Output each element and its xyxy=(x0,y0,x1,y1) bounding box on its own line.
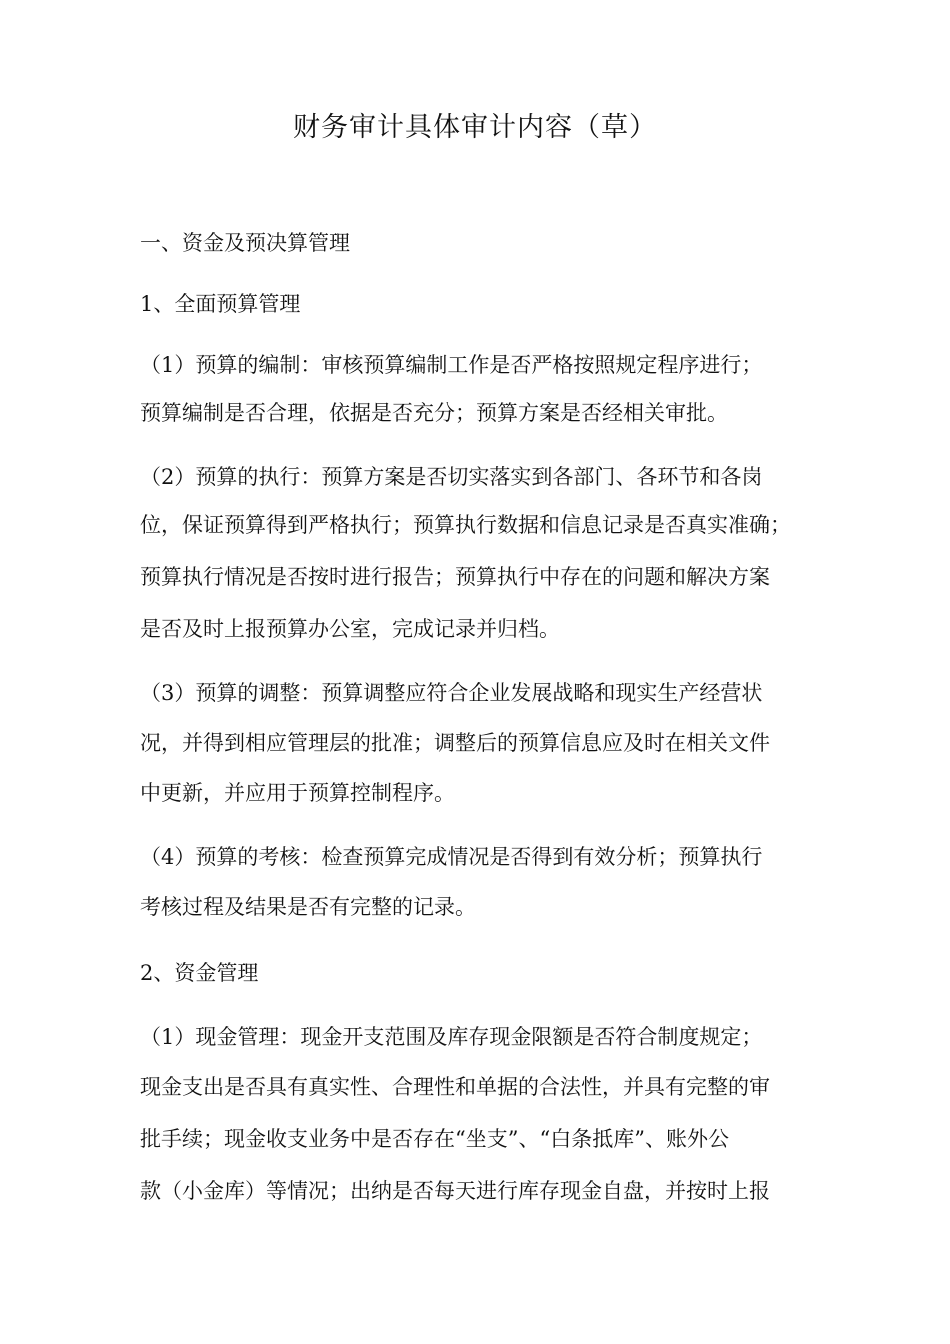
paragraph-line: （1）预算的编制：审核预算编制工作是否严格按照规定程序进行； xyxy=(140,353,763,377)
paragraph-line: 现金支出是否具有真实性、合理性和单据的合法性，并具有完整的审 xyxy=(140,1075,770,1099)
paragraph-line: （4）预算的考核：检查预算完成情况是否得到有效分析；预算执行 xyxy=(140,845,763,869)
paragraph-line: 考核过程及结果是否有完整的记录。 xyxy=(140,895,476,919)
document-title: 财务审计具体审计内容（草） xyxy=(293,112,657,143)
paragraph-line: （1）现金管理：现金开支范围及库存现金限额是否符合制度规定； xyxy=(140,1025,763,1049)
paragraph-line: 批手续；现金收支业务中是否存在“坐支”、“白条抵库”、账外公 xyxy=(140,1127,729,1151)
paragraph-line: （2）预算的执行：预算方案是否切实落实到各部门、各环节和各岗 xyxy=(140,465,763,489)
subsection-heading-1: 1、全面预算管理 xyxy=(140,292,301,316)
subsection-heading-2: 2、资金管理 xyxy=(140,961,259,985)
paragraph-line: （3）预算的调整：预算调整应符合企业发展战略和现实生产经营状 xyxy=(140,681,763,705)
paragraph-line: 是否及时上报预算办公室，完成记录并归档。 xyxy=(140,617,560,641)
paragraph-line: 预算执行情况是否按时进行报告；预算执行中存在的问题和解决方案 xyxy=(140,565,770,589)
paragraph-line: 预算编制是否合理，依据是否充分；预算方案是否经相关审批。 xyxy=(140,401,728,425)
paragraph-line: 况，并得到相应管理层的批准；调整后的预算信息应及时在相关文件 xyxy=(140,731,770,755)
paragraph-line: 款（小金库）等情况；出纳是否每天进行库存现金自盘，并按时上报 xyxy=(140,1179,770,1203)
paragraph-line: 中更新，并应用于预算控制程序。 xyxy=(140,781,455,805)
paragraph-line: 位，保证预算得到严格执行；预算执行数据和信息记录是否真实准确； xyxy=(140,513,791,537)
section-heading-1: 一、资金及预决算管理 xyxy=(140,231,350,255)
